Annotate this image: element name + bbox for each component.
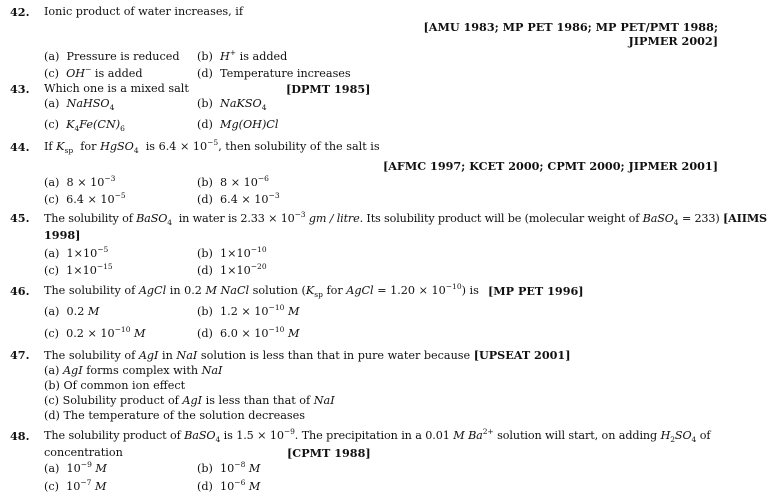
option-a[interactable]: (a) $1\times 10^{-5}$ <box>44 245 109 260</box>
question-text-cont: concentration <box>44 446 123 459</box>
reference: [MP PET 1996] <box>488 284 584 298</box>
option-c[interactable]: (c) $0.2 \times 10^{-10}$ M <box>44 325 146 340</box>
option-c[interactable]: (c) Solubility product of AgI is less than that of NaI <box>44 394 335 407</box>
option-a[interactable]: (a) $10^{-9}$ M <box>44 460 107 475</box>
option-d[interactable]: (d) The temperature of the solution decreases <box>44 409 305 422</box>
option-b[interactable]: (b) NaKSO$_4$ <box>197 97 267 112</box>
question-number: 44. <box>10 140 30 154</box>
question-text: The solubility of BaSO$_4$ in water is $2.33 \times 10^{-3}$ gm / litre. Its solubility product will be (molecular weight of BaSO$_4$ = 233) [AIIMS <box>44 210 767 227</box>
reference: [AFMC 1997; KCET 2000; CPMT 2000; JIPMER 2001] <box>382 159 718 173</box>
option-c[interactable]: (c) $K_4Fe(CN)_6$ <box>44 118 125 133</box>
reference: 1998] <box>44 228 81 242</box>
option-b[interactable]: (b) H+ is added <box>197 48 288 63</box>
option-c[interactable]: (c) OH− is added <box>44 65 143 80</box>
option-d[interactable]: (d) $6.0 \times 10^{-10}$ M <box>197 325 300 340</box>
option-d[interactable]: (d) $6.4 \times 10^{-3}$ <box>197 191 280 206</box>
option-a[interactable]: (a) $8 \times 10^{-3}$ <box>44 174 116 189</box>
question-number: 47. <box>10 348 30 362</box>
option-b[interactable]: (b) $1.2 \times 10^{-10}$ M <box>197 303 300 318</box>
question-text: The solubility of AgCl in 0.2 M NaCl solution ($K_{sp}$ for AgCl = $1.20 \times 10^{-10}$) is <box>44 282 479 299</box>
question-text: The solubility of AgI in NaI solution is less than that in pure water because [UPSEAT 2001] <box>44 348 571 362</box>
option-c[interactable]: (c) $10^{-7}$ M <box>44 478 107 493</box>
reference: [DPMT 1985] <box>286 82 371 96</box>
question-number: 43. <box>10 82 30 96</box>
option-b[interactable]: (b) $10^{-8}$ M <box>197 460 261 475</box>
question-text: The solubility product of BaSO$_4$ is $1.5 \times 10^{-9}$. The precipitation in a 0.01 M $Ba^{2+}$ solution will start, on adding $H_2SO_4$ of <box>44 427 711 444</box>
question-text: If $K_{sp}$ for HgSO$_4$ is $6.4 \times 10^{-5}$, then solubility of the salt is <box>44 138 380 155</box>
option-a[interactable]: (a) AgI forms complex with NaI <box>44 364 223 377</box>
reference: [CPMT 1988] <box>287 446 371 460</box>
question-number: 45. <box>10 211 30 225</box>
reference: JIPMER 2002] <box>628 34 718 48</box>
option-d[interactable]: (d) $1\times 10^{-20}$ <box>197 262 267 277</box>
question-text: Ionic product of water increases, if <box>44 5 244 18</box>
reference: [AMU 1983; MP PET 1986; MP PET/PMT 1988; <box>423 20 718 34</box>
option-a[interactable]: (a) Pressure is reduced <box>44 50 180 63</box>
question-text: Which one is a mixed salt <box>44 82 189 95</box>
question-number: 42. <box>10 5 30 19</box>
option-b[interactable]: (b) $8 \times 10^{-6}$ <box>197 174 269 189</box>
question-number: 46. <box>10 284 30 298</box>
option-d[interactable]: (d) $10^{-6}$ M <box>197 478 261 493</box>
option-c[interactable]: (c) $6.4 \times 10^{-5}$ <box>44 191 126 206</box>
option-d[interactable]: (d) Temperature increases <box>197 67 351 80</box>
question-number: 48. <box>10 429 30 443</box>
option-a[interactable]: (a) 0.2 M <box>44 305 100 318</box>
option-b[interactable]: (b) Of common ion effect <box>44 379 186 392</box>
option-b[interactable]: (b) $1\times 10^{-10}$ <box>197 245 267 260</box>
option-c[interactable]: (c) $1\times 10^{-15}$ <box>44 262 113 277</box>
option-a[interactable]: (a) NaHSO$_4$ <box>44 97 115 112</box>
option-d[interactable]: (d) Mg(OH)Cl <box>197 118 279 131</box>
